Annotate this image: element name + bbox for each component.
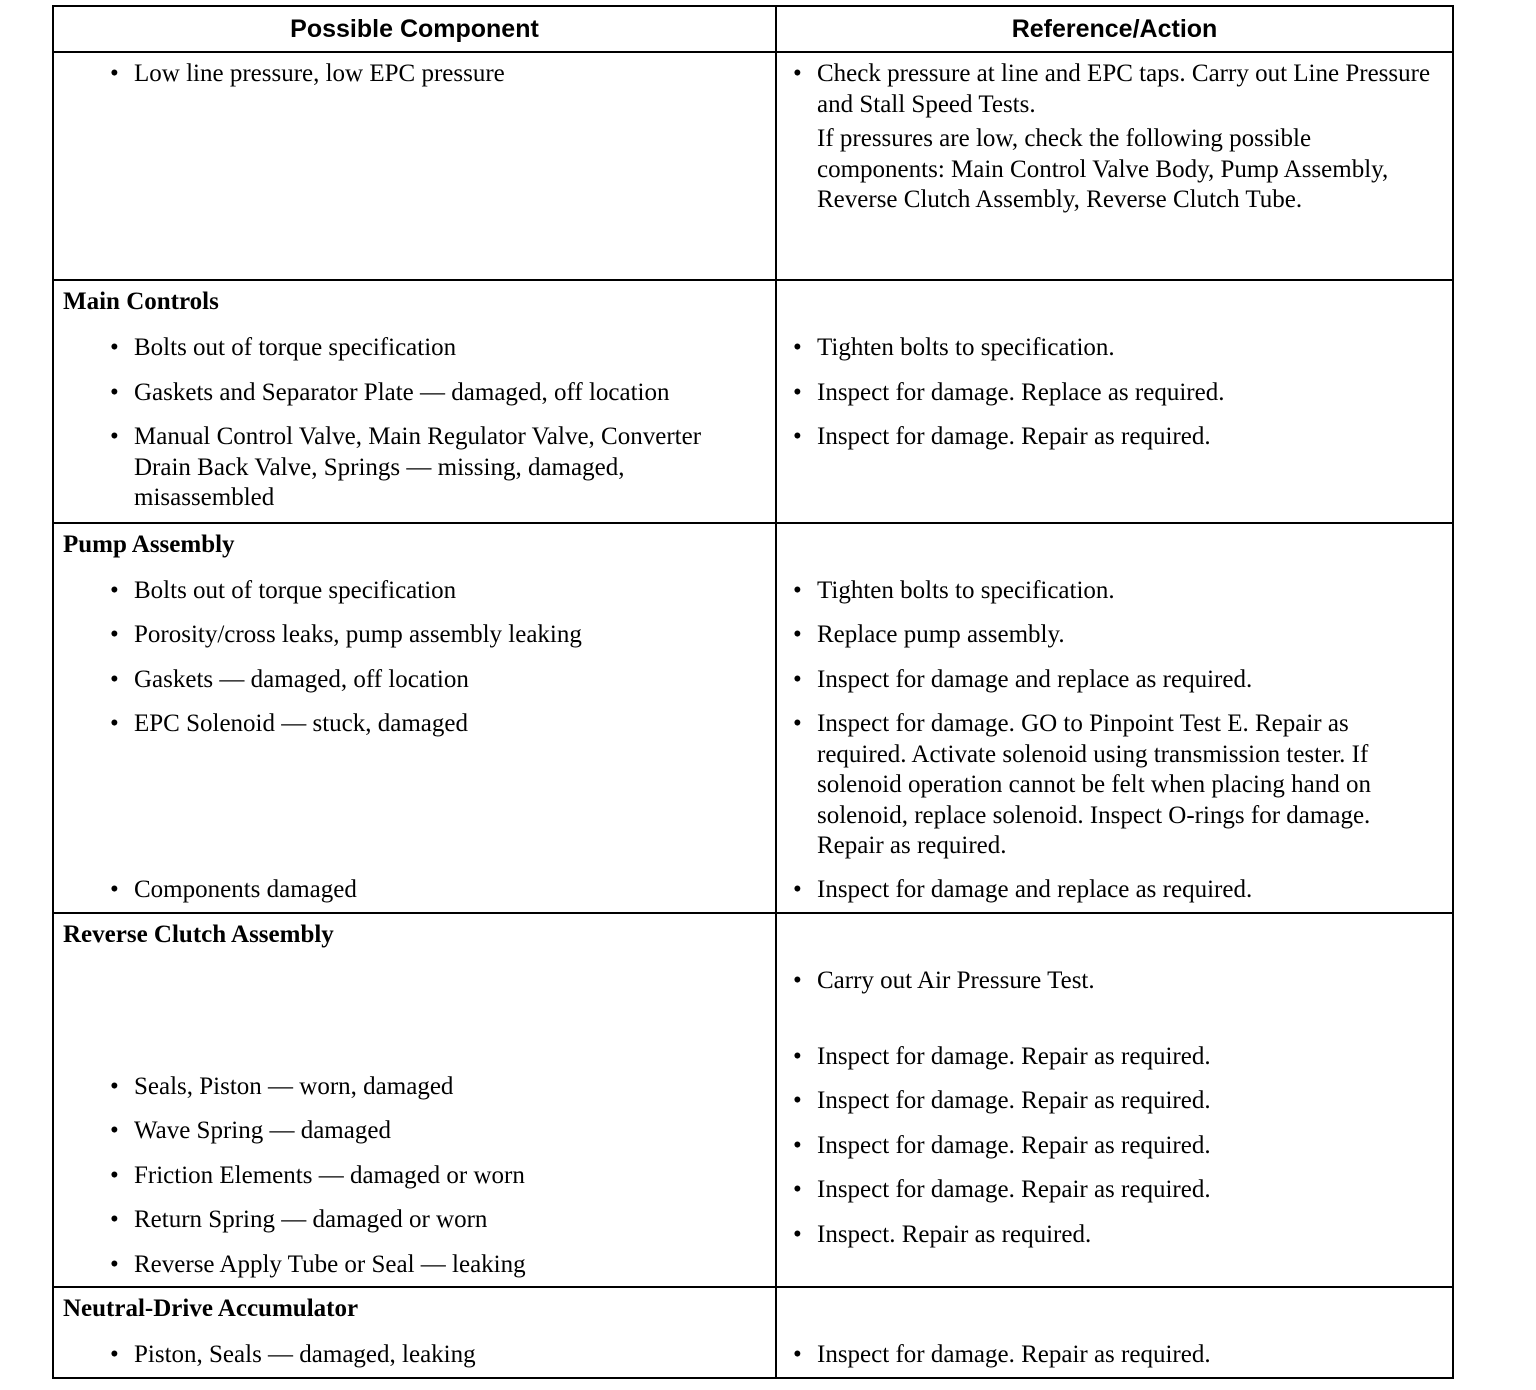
action-text: Inspect for damage and replace as required. [817, 665, 1253, 693]
section-neutral-drive-accumulator [53, 1287, 1453, 1378]
list-item [777, 1042, 1452, 1073]
component-text: Bolts out of torque specification [134, 334, 457, 361]
section-pump-assembly [53, 523, 1453, 913]
bullet-icon: • [793, 423, 802, 450]
section-title-spacer [777, 281, 1452, 319]
action-text: Inspect for damage and replace as required. [817, 876, 1253, 903]
lead-spacer [54, 952, 775, 1058]
list-item [777, 1086, 1452, 1117]
component-text: Reverse Apply Tube or Seal — leaking [134, 1250, 526, 1278]
component-text: Return Spring — damaged or worn [134, 1206, 488, 1233]
action-text: Inspect for damage. Repair as required. [817, 1341, 1211, 1368]
component-text: EPC Solenoid — stuck, damaged [134, 710, 468, 737]
list-item [54, 620, 775, 651]
section-title-spacer [777, 914, 1452, 952]
bullet-icon: • [110, 1117, 119, 1144]
bullet-icon: • [110, 423, 119, 450]
intro-action-item [777, 59, 1452, 120]
header-row [53, 6, 1453, 52]
action-text: Inspect for damage. GO to Pinpoint Test E. Repair as required. Activate solenoid using transmission tester. If solenoid operation cannot be felt when placing hand on solenoid, replace solenoid. Inspect O-rings for damage. Repair as required. [817, 710, 1372, 859]
action-text: Inspect. Repair as required. [817, 1220, 1092, 1248]
list-item [777, 665, 1452, 696]
bullet-icon: • [110, 1072, 119, 1100]
action-text: Inspect for damage. Repair as required. [817, 1087, 1211, 1114]
action-text: Inspect for damage. Repair as required. [817, 1042, 1211, 1070]
bullet-icon: • [110, 621, 119, 648]
component-text: Piston, Seals — damaged, leaking [134, 1341, 476, 1368]
bullet-icon: • [793, 1176, 802, 1203]
bullet-icon: • [793, 1131, 802, 1159]
bullet-icon: • [110, 710, 119, 737]
component-text: Manual Control Valve, Main Regulator Valve, Converter Drain Back Valve, Springs — missing, damaged, misassembled [134, 423, 702, 511]
bullet-icon: • [110, 378, 119, 406]
list-item [54, 333, 775, 364]
list-item [54, 665, 775, 696]
bullet-icon: • [110, 576, 119, 604]
intro-action-cell [776, 52, 1453, 280]
list-item [54, 1116, 775, 1147]
list-item [54, 709, 775, 861]
header-possible-component: Possible Component [53, 6, 776, 52]
list-item [777, 1131, 1452, 1162]
list-item [777, 333, 1452, 364]
section-title: Reverse Clutch Assembly [63, 920, 334, 948]
list-item [777, 709, 1452, 861]
pump-assembly-component-cell [53, 523, 776, 913]
list-item [777, 422, 1452, 453]
list-item [54, 1340, 775, 1371]
bullet-icon: • [110, 665, 119, 693]
component-text: Gaskets and Separator Plate — damaged, off location [134, 378, 670, 406]
intro-row [53, 52, 1453, 280]
bullet-icon: • [793, 378, 802, 406]
bullet-icon: • [110, 1206, 119, 1233]
reverse-clutch-action-cell [776, 913, 1453, 1288]
list-item [54, 1072, 775, 1103]
bullet-icon: • [793, 60, 802, 87]
list-item [777, 576, 1452, 607]
bullet-icon: • [793, 334, 802, 361]
list-item [777, 620, 1452, 651]
action-text: Inspect for damage. Repair as required. [817, 1176, 1211, 1203]
list-item [54, 875, 775, 906]
bullet-icon: • [793, 876, 802, 903]
list-item [777, 378, 1452, 409]
section-reverse-clutch-assembly [53, 913, 1453, 1288]
action-text: Inspect for damage. Repair as required. [817, 1131, 1211, 1159]
list-item [777, 1175, 1452, 1206]
section-title: Main Controls [63, 288, 219, 315]
pump-assembly-action-cell [776, 523, 1453, 913]
bullet-icon: • [793, 576, 802, 604]
component-text: Wave Spring — damaged [134, 1117, 391, 1144]
section-title-spacer [777, 1288, 1452, 1326]
list-item [54, 1205, 775, 1236]
action-text: Replace pump assembly. [817, 621, 1065, 648]
diagnostic-table [52, 5, 1454, 1379]
list-item [54, 1250, 775, 1281]
bullet-icon: • [793, 1042, 802, 1070]
bullet-icon: • [793, 966, 802, 994]
action-text: Carry out Air Pressure Test. [817, 966, 1095, 994]
section-title: Pump Assembly [63, 530, 235, 558]
bullet-icon: • [793, 1087, 802, 1114]
lead-action-item [777, 966, 1452, 1028]
component-text: Friction Elements — damaged or worn [134, 1161, 525, 1189]
component-text: Gaskets — damaged, off location [134, 665, 469, 693]
list-item [777, 875, 1452, 906]
bullet-icon: • [110, 876, 119, 903]
main-controls-component-cell [53, 280, 776, 523]
section-title: Neutral-Drive Accumulator [63, 1295, 359, 1322]
neutral-drive-action-cell [776, 1287, 1453, 1378]
list-item [777, 1340, 1452, 1371]
intro-action-note: If pressures are low, check the following possible components: Main Control Valve Body, Pump Assembly, Reverse Clutch Assembly, Reverse Clutch Tube. [817, 125, 1389, 213]
bullet-icon: • [110, 1161, 119, 1189]
list-item [54, 576, 775, 607]
action-text: Tighten bolts to specification. [817, 576, 1115, 604]
component-text: Components damaged [134, 876, 357, 903]
section-main-controls [53, 280, 1453, 523]
action-text: Inspect for damage. Repair as required. [817, 423, 1211, 450]
bullet-icon: • [793, 1341, 802, 1368]
bullet-icon: • [110, 60, 119, 87]
intro-component-item [54, 59, 775, 90]
reverse-clutch-component-cell [53, 913, 776, 1288]
action-text: Tighten bolts to specification. [817, 334, 1115, 361]
bullet-icon: • [793, 1220, 802, 1248]
bullet-icon: • [793, 621, 802, 648]
list-item [777, 1220, 1452, 1251]
diagnostic-table-page [52, 5, 1452, 1379]
main-controls-action-cell [776, 280, 1453, 523]
intro-action-text: Check pressure at line and EPC taps. Carry out Line Pressure and Stall Speed Tests. [817, 60, 1431, 118]
list-item [54, 378, 775, 409]
intro-component-cell [53, 52, 776, 280]
bullet-icon: • [110, 1341, 119, 1368]
action-text: Inspect for damage. Replace as required. [817, 378, 1225, 406]
neutral-drive-component-cell [53, 1287, 776, 1378]
component-text: Porosity/cross leaks, pump assembly leaking [134, 621, 582, 648]
component-text: Seals, Piston — worn, damaged [134, 1072, 454, 1100]
bullet-icon: • [110, 1250, 119, 1278]
intro-component-text: Low line pressure, low EPC pressure [134, 60, 505, 87]
section-title-spacer [777, 524, 1452, 562]
component-text: Bolts out of torque specification [134, 576, 457, 604]
list-item [54, 422, 775, 514]
bullet-icon: • [110, 334, 119, 361]
list-item [54, 1161, 775, 1192]
header-reference-action: Reference/Action [776, 6, 1453, 52]
bullet-icon: • [793, 665, 802, 693]
bullet-icon: • [793, 710, 802, 737]
